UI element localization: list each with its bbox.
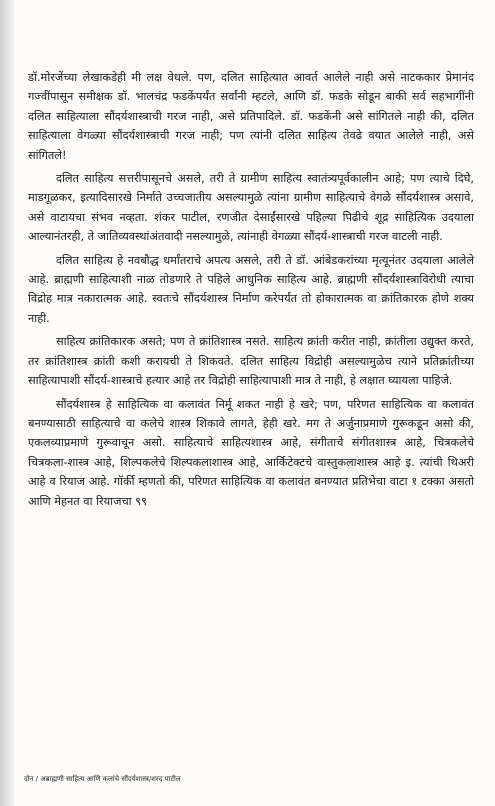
page-footer: दोन / अब्राह्मणी साहित्य आणि कलांचे सौंदर्यशास्त्र/शरद पाटील: [24, 775, 181, 783]
paragraph-2: दलित साहित्य सत्तरीपासूनचे असले, तरी ते ग्रामीण साहित्य स्वातंत्र्यपूर्वकालीन आहे; पण त्याचे दिघे, माडगूळकर, इत्यादिसारखे निर्माते उच्चजातीय असल्यामुळे त्यांना ग्रामीण साहित्याचे वेगळे सौंदर्यशास्त्र असावे, असे वाटायचा संभव नव्हता. शंकर पाटील, रणजीत देसाईंसारखे पहिल्या पिढीचे शूद्र साहित्यिक उदयाला आल्यानंतरही, ते जातिव्यवस्थांअंतवादी नसल्यामुळे, त्यांनाही वेगळ्या सौंदर्य-शास्त्राची गरज वाटली नाही.: [28, 172, 474, 244]
page-gutter-shadow: [0, 0, 14, 806]
paragraph-5: सौंदर्यशास्त्र हे साहित्यिक वा कलावंत निर्मू शकत नाही हे खरे; पण, परिणत साहित्यिक वा कलावंत बनण्यासाठी साहित्याचे वा कलेचे शास्त्र शिकावे लागते, हेही खरे. मग ते अर्जुनाप्रमाणे गुरूकडून असो की, एकलव्याप्रमाणे गुरूवाचून असो. साहित्याचे साहित्यशास्त्र आहे, संगीताचे संगीतशास्त्र आहे, चित्रकलेचे चित्रकला-शास्त्र आहे, शिल्पकलेचे शिल्पकलाशास्त्र आहे, आर्किटेक्टचे वास्तुकलाशास्त्र आहे इ. त्यांची थिअरी आहे व रियाज आहे. गॉर्की म्हणतो की, परिणत साहित्यिक वा कलावंत बनण्यात प्रतिभेचा वाटा १ टक्का असतो आणि मेहनत वा रियाजचा ९९: [28, 397, 474, 508]
paragraph-3: दलित साहित्य हे नवबौद्ध धर्मांतराचे अपत्य असले, तरी ते डॉ. आंबेडकरांच्या मृत्यूनंतर उदयाला आलेले आहे. ब्राह्मणी साहित्याशी नाळ तोडणारे ते पहिले आधुनिक साहित्य आहे. ब्राह्मणी सौंदर्यशास्त्राविरोधी त्याचा विद्रोह मात्र नकारात्मक आहे. स्वतःचे सौंदर्यशास्त्र निर्माण करेपर्यंत तो होकारात्मक वा क्रांतिकारक होणे शक्य नाही.: [28, 253, 474, 325]
paragraph-4: साहित्य क्रांतिकारक असते; पण ते क्रांतिशास्त्र नसते. साहित्य क्रांती करीत नाही, क्रांतीला उद्युक्त करते, तर क्रांतिशास्त्र क्रांती कशी करायची ते शिकवते. दलित साहित्य विद्रोही असल्यामुळेच त्याने प्रतिक्रांतीच्या साहित्यापाशी सौंदर्य-शास्त्राचे हत्यार आहे तर विद्रोही साहित्यापाशी मात्र ते नाही, हे लक्षात घ्यायला पाहिजे.: [28, 335, 474, 388]
body-text: [28, 68, 474, 515]
paragraph-1: डॉ.मोरजेंच्या लेखाकडेही मी लक्ष वेधले. पण, दलित साहित्यात आवर्त आलेले नाही असे नाटककार प्रेमानंद गज्वींपासून समीक्षक डॉ. भालचंद्र फडकेंपर्यंत सर्वांनी म्हटले, आणि डॉ. फडके सोडून बाकी सर्व सहभागींनी दलित साहित्याला सौंदर्यशास्त्राची गरज नाही, असे प्रतिपादिले. डॉ. फडकेंनी असे सांगितले नाही की, दलित साहित्याला वेगळ्या सौंदर्यशास्त्राची गरज नाही; पण त्यांनी दलित साहित्य तेवढे वयात आलेले नाही, असे सांगितले!: [28, 71, 474, 162]
